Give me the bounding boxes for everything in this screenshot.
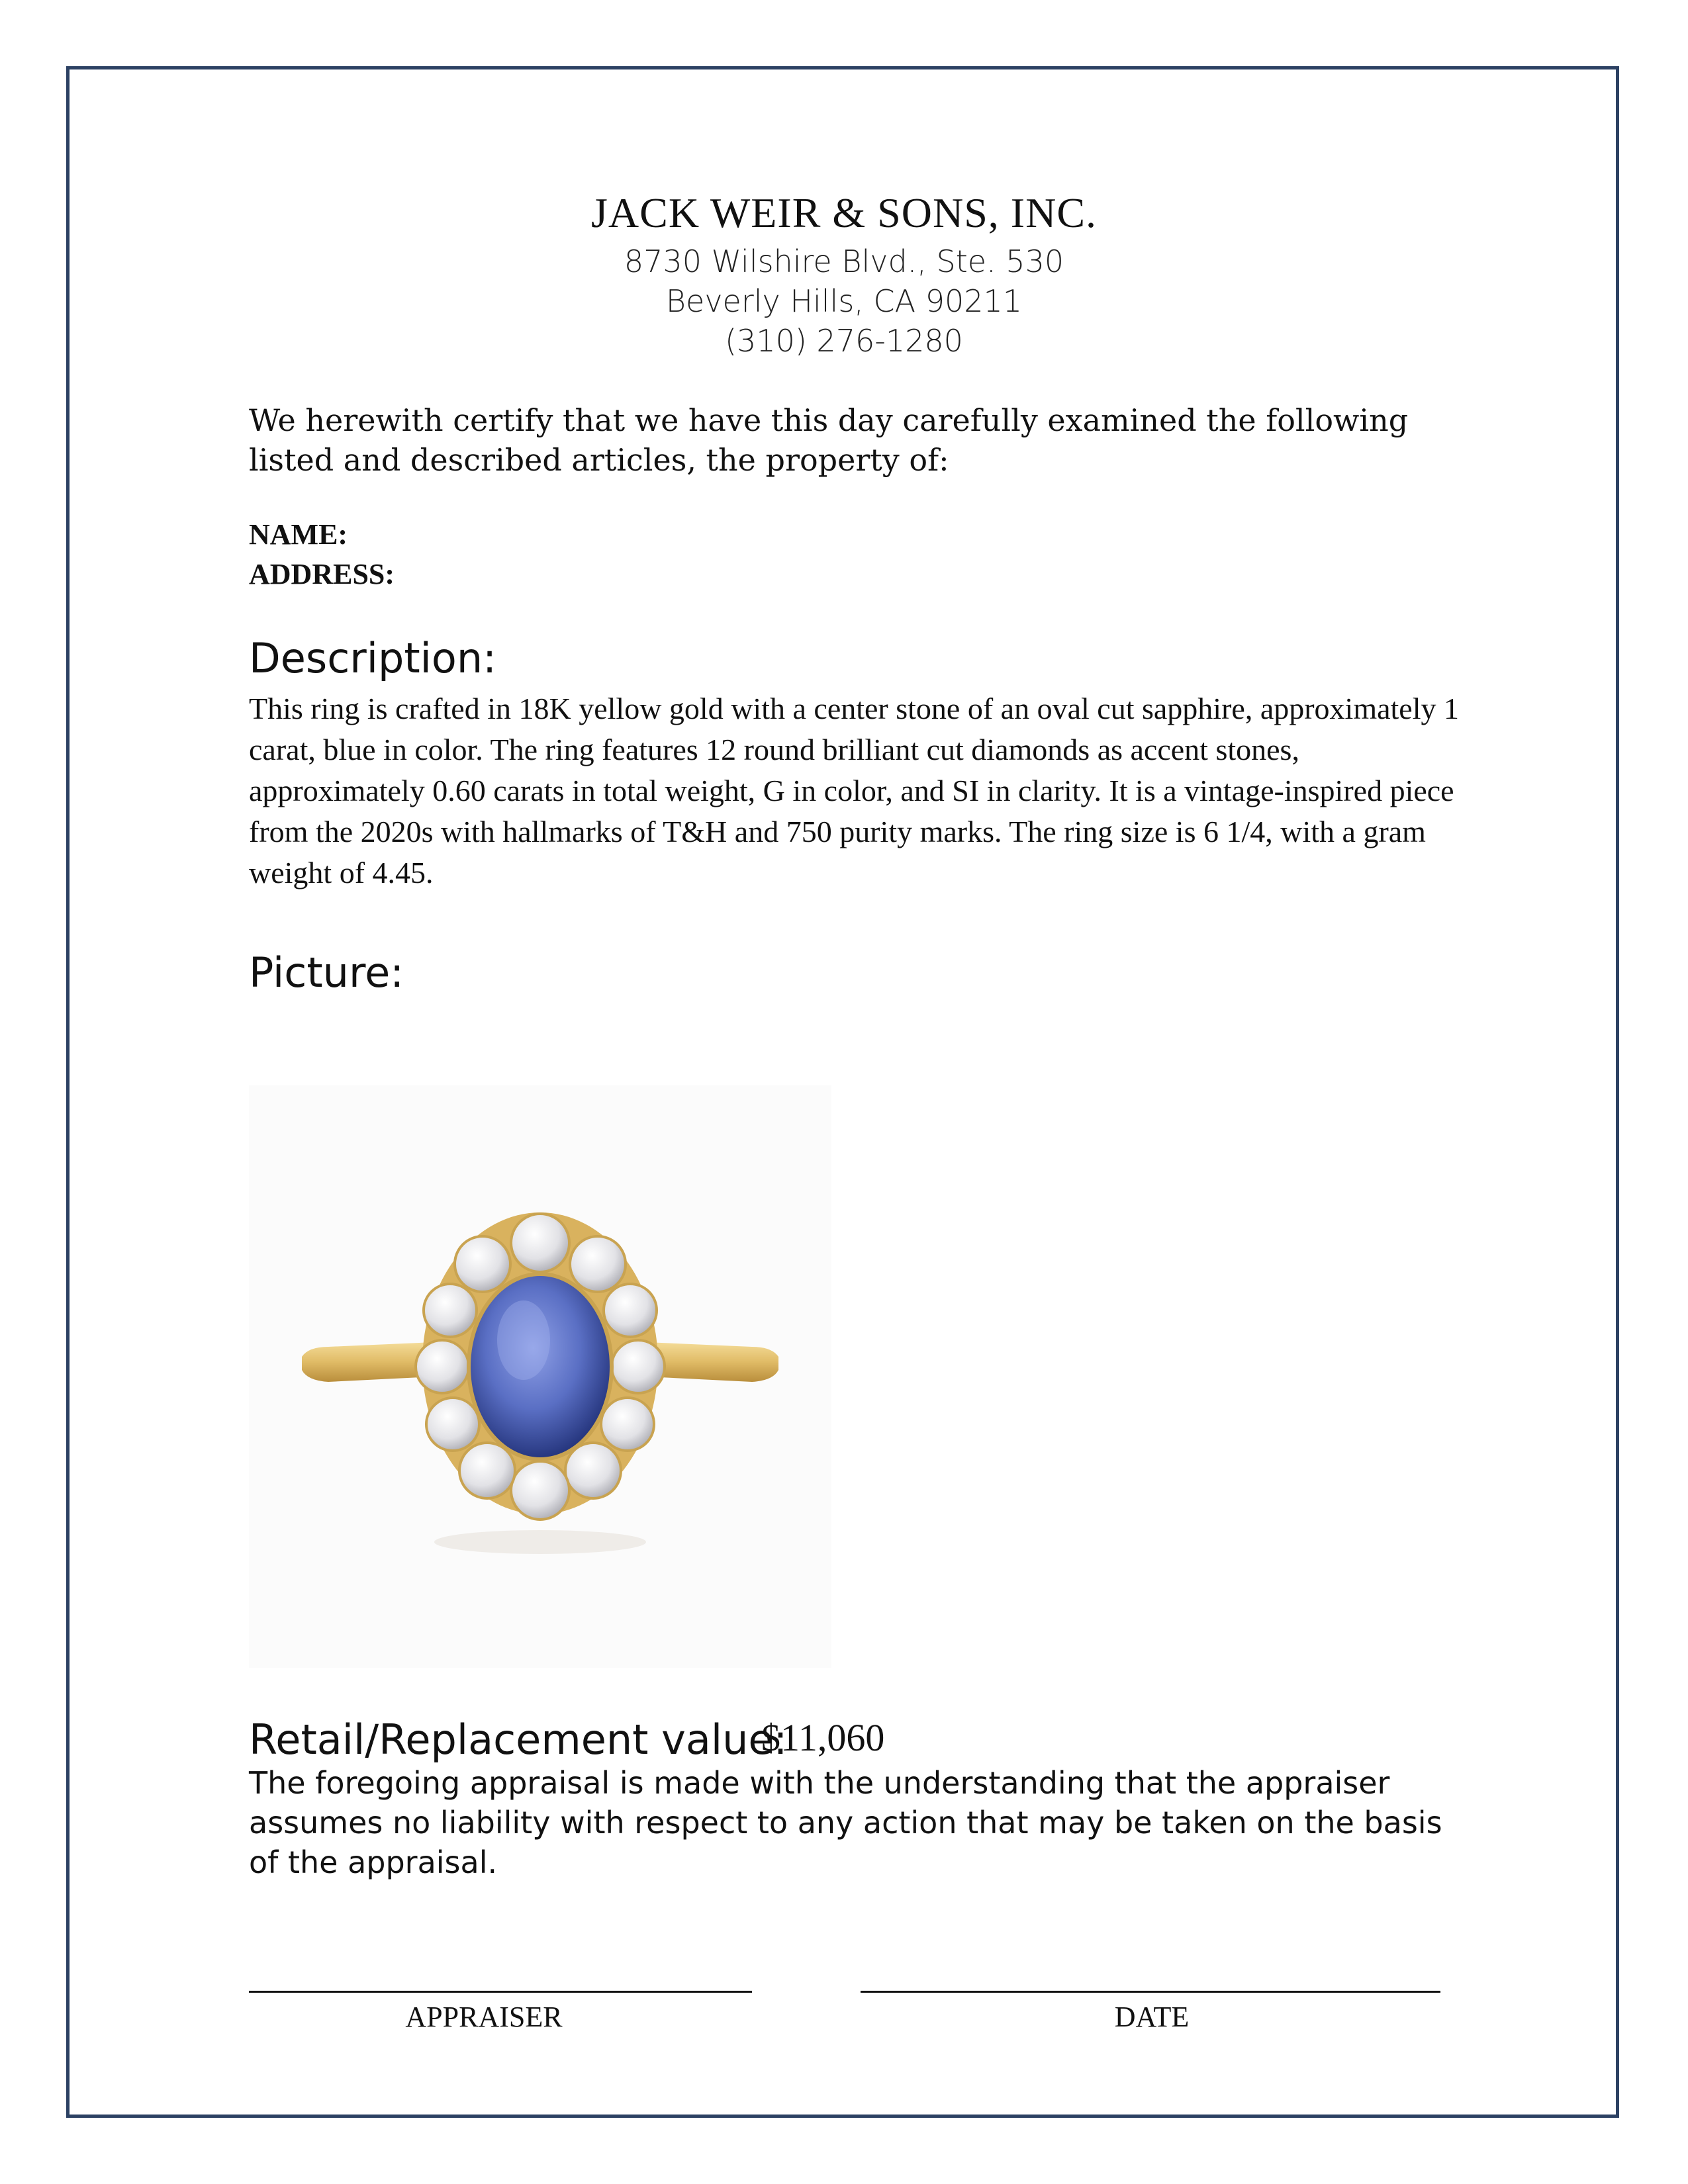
- sapphire-highlight: [497, 1300, 550, 1380]
- diamond-left-lower: [426, 1398, 479, 1451]
- diamond-right-lower: [601, 1398, 654, 1451]
- description-heading: Description:: [249, 634, 496, 682]
- retail-value: $11,060: [761, 1716, 885, 1759]
- diamond-left: [416, 1340, 469, 1393]
- owner-address-label: ADDRESS:: [249, 558, 395, 590]
- owner-name-label: NAME:: [249, 518, 348, 551]
- diamond-bottom-left: [459, 1443, 515, 1498]
- diamond-top-right: [570, 1236, 626, 1292]
- diamond-right-upper: [604, 1284, 657, 1337]
- certification-intro: We herewith certify that we have this day carefully examined the following listed and described articles, the property of:: [249, 402, 1409, 478]
- ring-band-left: [302, 1342, 434, 1382]
- company-address-line1: 8730 Wilshire Blvd., Ste. 530: [624, 244, 1064, 279]
- description-text: This ring is crafted in 18K yellow gold with a center stone of an oval cut sapphire, approximately 1 carat, blue in color. The ring features 12 round brilliant cut diamonds as accent stones, approximately 0.60 carats in total weight, G in color, and SI in clarity. It is a vintage-inspired piece from the 2020s with hallmarks of T&H and 750 purity marks. The ring size is 6 1/4, with a gram weight of 4.45.: [249, 692, 1460, 889]
- appraisal-disclaimer: The foregoing appraisal is made with the understanding that the appraiser assumes no liability with respect to any action that may be taken on the basis of the appraisal.: [249, 1765, 1442, 1880]
- diamond-bottom-right: [565, 1443, 621, 1498]
- company-phone: (310) 276-1280: [725, 323, 963, 359]
- date-label: DATE: [1114, 2001, 1190, 2033]
- value-label: Retail/Replacement value:: [249, 1715, 788, 1764]
- company-address-line2: Beverly Hills, CA 90211: [665, 283, 1023, 319]
- ring-shadow: [434, 1530, 646, 1554]
- picture-heading: Picture:: [249, 948, 404, 997]
- ring-band-right: [646, 1342, 778, 1382]
- diamond-top-left: [455, 1236, 510, 1292]
- diamond-top: [511, 1214, 569, 1272]
- ring-photo: [249, 1085, 831, 1668]
- date-signature-line: [861, 1991, 1440, 1993]
- diamond-bottom: [511, 1461, 569, 1520]
- company-name: JACK WEIR & SONS, INC.: [591, 189, 1097, 236]
- appraiser-label: APPRAISER: [405, 2001, 563, 2033]
- appraiser-signature-line: [249, 1991, 752, 1993]
- diamond-right: [612, 1340, 665, 1393]
- diamond-left-upper: [424, 1284, 477, 1337]
